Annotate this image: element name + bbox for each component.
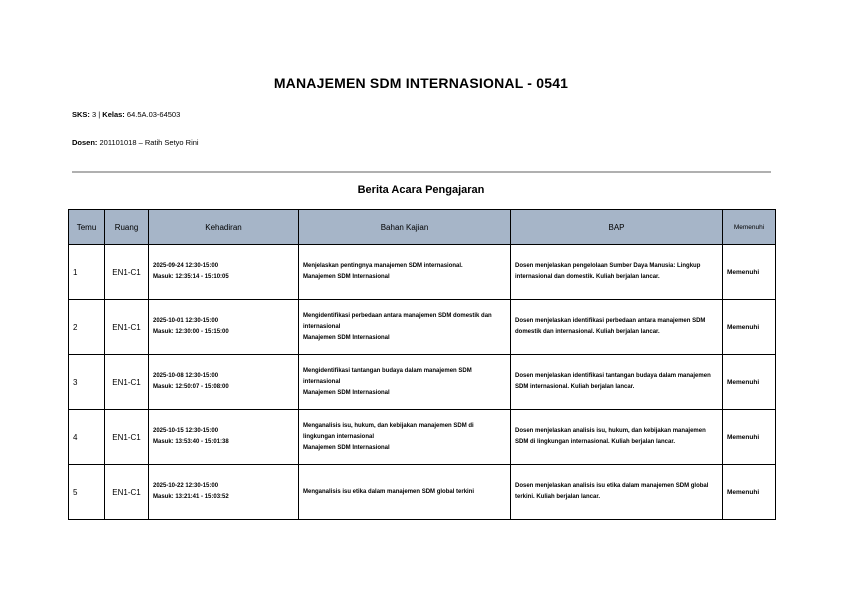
cell-bahan-kajian (299, 410, 511, 465)
cell-ruang: EN1-C1 (105, 410, 149, 465)
cell-bahan-kajian (299, 465, 511, 520)
cell-memenuhi: Memenuhi (723, 410, 776, 465)
schedule-text: 2025-09-24 12:30-15:00 (153, 263, 219, 269)
cell-kehadiran (149, 245, 299, 300)
course-info (72, 110, 180, 119)
attendance-text: Masuk: 12:35:14 - 15:10:05 (153, 274, 229, 280)
cell-bahan-kajian (299, 300, 511, 355)
cell-kehadiran (149, 300, 299, 355)
kelas-value: 64.5A.03-64503 (124, 110, 181, 119)
table-row (69, 245, 776, 300)
sks-label: SKS: (72, 110, 90, 119)
schedule-text: 2025-10-01 12:30-15:00 (153, 318, 219, 324)
schedule-text: 2025-10-08 12:30-15:00 (153, 373, 219, 379)
kelas-label: Kelas: (102, 110, 125, 119)
cell-bap: Dosen menjelaskan pengelolaan Sumber Daya Manusia: Lingkup internasional dan domestik. Kuliah berjalan lancar. (511, 245, 723, 300)
table-row (69, 300, 776, 355)
cell-memenuhi: Memenuhi (723, 300, 776, 355)
teaching-record-table (68, 209, 776, 520)
table-row (69, 355, 776, 410)
cell-bap: Dosen menjelaskan analisis isu etika dalam manajemen SDM global terkini. Kuliah berjalan lancar. (511, 465, 723, 520)
cell-temu: 1 (69, 245, 105, 300)
topic-subject: Manajemen SDM Internasional (303, 334, 390, 341)
topic-subject: Manajemen SDM Internasional (303, 274, 390, 280)
header-kehadiran: Kehadiran (149, 210, 299, 245)
cell-temu: 2 (69, 300, 105, 355)
section-title: Berita Acara Pengajaran (357, 184, 485, 196)
attendance-text: Masuk: 12:30:00 - 15:15:00 (153, 329, 229, 335)
document-title: MANAJEMEN SDM INTERNASIONAL - 0541 (273, 75, 569, 91)
cell-temu: 3 (69, 355, 105, 410)
cell-bap: Dosen menjelaskan identifikasi perbedaan antara manajemen SDM domestik dan internasional. Kuliah berjalan lancar. (511, 300, 723, 355)
schedule-text: 2025-10-22 12:30-15:00 (153, 483, 219, 489)
attendance-text: Masuk: 13:53:40 - 15:01:38 (153, 439, 229, 445)
cell-memenuhi: Memenuhi (723, 355, 776, 410)
table-row (69, 410, 776, 465)
cell-memenuhi: Memenuhi (723, 465, 776, 520)
topic-subject: Manajemen SDM Internasional (303, 444, 390, 451)
header-bap: BAP (511, 210, 723, 245)
attendance-text: Masuk: 13:21:41 - 15:03:52 (153, 494, 229, 500)
cell-memenuhi: Memenuhi (723, 245, 776, 300)
cell-ruang: EN1-C1 (105, 355, 149, 410)
topic-text: Menganalisis isu etika dalam manajemen SDM global terkini (303, 488, 475, 495)
cell-ruang: EN1-C1 (105, 465, 149, 520)
cell-kehadiran (149, 465, 299, 520)
header-memenuhi: Memenuhi (723, 210, 776, 245)
table-header-row (69, 210, 776, 245)
schedule-text: 2025-10-15 12:30-15:00 (153, 428, 219, 434)
topic-subject: Manajemen SDM Internasional (303, 389, 390, 396)
topic-text: Mengidentifikasi perbedaan antara manajemen SDM domestik dan internasional (303, 312, 492, 330)
dosen-value: 201101018 – Ratih Setyo Rini (97, 138, 199, 147)
topic-text: Mengidentifikasi tantangan budaya dalam manajemen SDM internasional (303, 367, 472, 385)
cell-ruang: EN1-C1 (105, 245, 149, 300)
header-ruang: Ruang (105, 210, 149, 245)
attendance-text: Masuk: 12:50:07 - 15:08:00 (153, 384, 229, 390)
lecturer-info (72, 138, 199, 147)
cell-kehadiran (149, 355, 299, 410)
cell-bap: Dosen menjelaskan identifikasi tantangan budaya dalam manajemen SDM internasional. Kuliah berjalan lancar. (511, 355, 723, 410)
cell-bap: Dosen menjelaskan analisis isu, hukum, dan kebijakan manajemen SDM di lingkungan internasional. Kuliah berjalan lancar. (511, 410, 723, 465)
cell-kehadiran (149, 410, 299, 465)
cell-temu: 4 (69, 410, 105, 465)
cell-ruang: EN1-C1 (105, 300, 149, 355)
cell-temu: 5 (69, 465, 105, 520)
header-temu: Temu (69, 210, 105, 245)
topic-text: Menganalisis isu, hukum, dan kebijakan manajemen SDM di lingkungan internasional (303, 422, 474, 440)
table-row (69, 465, 776, 520)
topic-text: Menjelaskan pentingnya manajemen SDM internasional. (303, 263, 463, 269)
sks-value: 3 | (89, 110, 103, 119)
cell-bahan-kajian (299, 355, 511, 410)
header-bahan-kajian: Bahan Kajian (299, 210, 511, 245)
divider (72, 171, 771, 173)
cell-bahan-kajian (299, 245, 511, 300)
dosen-label: Dosen: (72, 138, 98, 147)
